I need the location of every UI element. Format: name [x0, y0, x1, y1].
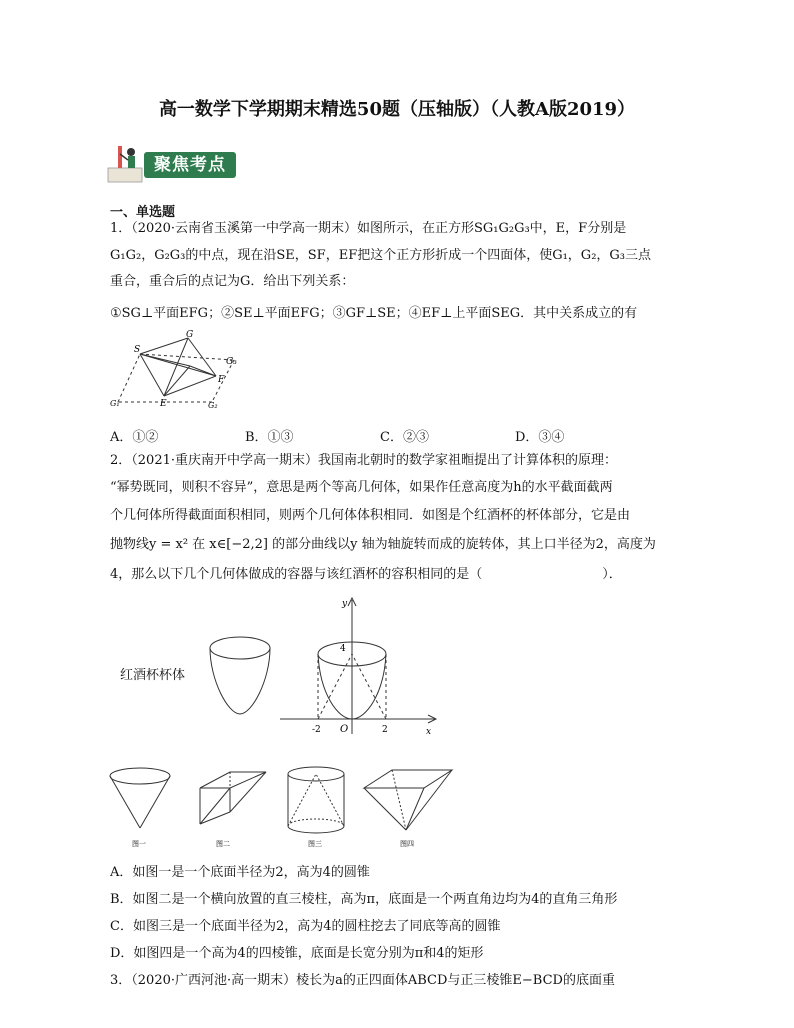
q1-folded-square-figure — [108, 330, 258, 408]
caption-fig4: 图四 — [400, 840, 414, 848]
q1-options — [110, 426, 670, 445]
origin-label: O — [340, 724, 349, 735]
parabola-axes-figure — [276, 594, 446, 739]
q2-option-c[interactable]: C．如图三是一个底面半径为2，高为4的圆柱挖去了同底等高的圆锥 — [110, 919, 501, 934]
badge-label: 聚焦考点 — [144, 152, 236, 178]
caption-fig2: 图二 — [216, 840, 230, 848]
q2-line-1: 2．（2021·重庆南开中学高一期末）我国南北朝时的数学家祖暅提出了计算体积的原理： — [110, 453, 617, 468]
q2-option-b[interactable]: B．如图二是一个横向放置的直三棱柱，高为π，底面是一个两直角边均为4的直角三角形 — [110, 892, 618, 907]
q2-line-5-text: 4，那么以下几个几何体做成的容器与该红酒杯的容积相同的是（ — [110, 567, 483, 582]
q1-option-d[interactable]: D．③④ — [515, 430, 565, 445]
label-F: F — [218, 375, 225, 385]
caption-fig1: 图一 — [132, 840, 146, 848]
label-G1: G₁ — [110, 399, 120, 408]
focus-badge — [104, 142, 240, 186]
label-S: S — [134, 345, 141, 355]
tick-4: 4 — [340, 644, 346, 654]
label-G: G — [186, 330, 194, 340]
q1-option-c[interactable]: C．②③ — [380, 430, 429, 445]
q3-line-1: 3．（2020·广西河池·高一期末）棱长为a的正四面体ABCD与正三棱锥E−BCD的底面重 — [110, 973, 615, 988]
q2-line-5-end: ）． — [602, 567, 622, 582]
q2-line-4: 抛物线y = x² 在 x∈[−2,2] 的部分曲线以y 轴为轴旋转而成的旋转体，其上口半径为2，高度为 — [110, 537, 656, 552]
label-G3: G₃ — [226, 357, 237, 367]
label-G2: G₂ — [208, 401, 218, 408]
y-axis-label: y — [342, 599, 348, 609]
figure-1-cone — [100, 766, 180, 848]
figure-3-cylinder — [280, 764, 356, 848]
q2-option-d[interactable]: D．如图四是一个高为4的四棱锥，底面是长宽分别为π和4的矩形 — [110, 946, 484, 961]
q2-line-5 — [110, 565, 700, 585]
q1-line-1: 1．（2020·云南省玉溪第一中学高一期末）如图所示，在正方形SG₁G₂G₃中，E，F分别是 — [110, 221, 627, 236]
teacher-illustration-icon — [104, 142, 148, 186]
page-title: 高一数学下学期期末精选50题（压轴版）（人教A版2019） — [158, 99, 636, 120]
figure-4-pyramid — [356, 764, 456, 848]
q1-option-b[interactable]: B．①③ — [245, 430, 294, 445]
tick-2: 2 — [382, 725, 388, 735]
wine-glass-body-figure — [200, 630, 280, 722]
caption-fig3: 图三 — [308, 840, 322, 848]
wine-glass-label: 红酒杯杯体 — [120, 668, 186, 683]
x-axis-label: x — [426, 727, 432, 737]
q1-option-a[interactable]: A．①② — [110, 430, 159, 445]
q1-line-4: ①SG⊥平面EFG；②SE⊥平面EFG；③GF⊥SE；④EF⊥上平面SEG．其中关系成立的有 — [110, 306, 638, 321]
q2-line-2: “幂势既同，则积不容异”，意思是两个等高几何体，如果作任意高度为h的水平截面截两 — [110, 480, 613, 495]
tick-neg2: -2 — [312, 725, 321, 735]
q2-option-a[interactable]: A．如图一是一个底面半径为2，高为4的圆锥 — [110, 865, 370, 880]
label-E: E — [160, 399, 167, 408]
q1-line-2: G₁G₂，G₂G₃的中点，现在沿SE，SF，EF把这个正方形折成一个四面体，使G₁，G₂，G₃三点 — [110, 248, 652, 263]
figure-2-prism — [186, 766, 276, 848]
section-heading: 一、单选题 — [110, 205, 176, 220]
q1-line-3: 重合，重合后的点记为G．给出下列关系： — [110, 274, 355, 289]
q2-line-3: 个几何体所得截面面积相同，则两个几何体体积相同．如图是个红酒杯的杯体部分，它是由 — [110, 508, 631, 523]
